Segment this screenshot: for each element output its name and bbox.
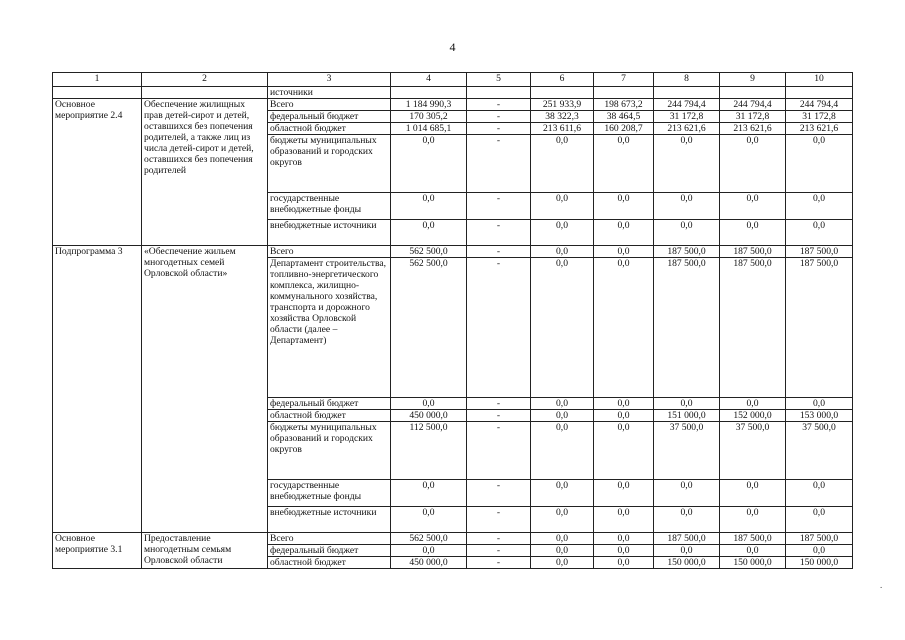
value-cell-v10: 244 794,4: [786, 99, 853, 111]
value-cell-v4: 112 500,0: [391, 422, 467, 480]
value-cell-v4: 562 500,0: [391, 258, 467, 398]
value-cell-v8: 213 621,6: [654, 123, 720, 135]
table-row: [53, 246, 853, 258]
value-cell-v7: 0,0: [594, 246, 654, 258]
value-cell-v10: 213 621,6: [786, 123, 853, 135]
value-cell-v8: 244 794,4: [654, 99, 720, 111]
value-cell-v10: 0,0: [786, 480, 853, 507]
value-cell-v9: 0,0: [720, 193, 786, 220]
value-cell-v6: 0,0: [531, 410, 594, 422]
source-cell: областной бюджет: [268, 557, 391, 569]
value-cell-v9: 0,0: [720, 135, 786, 193]
value-cell-v9: 0,0: [720, 480, 786, 507]
value-cell-v9: 150 000,0: [720, 557, 786, 569]
header-cell: 3: [268, 73, 391, 87]
value-cell-v8: 151 000,0: [654, 410, 720, 422]
value-cell-v4: 0,0: [391, 220, 467, 246]
table-row: [53, 87, 853, 99]
block-subprogram-3: [53, 246, 853, 533]
value-cell-v4: 1 184 990,3: [391, 99, 467, 111]
source-cell: федеральный бюджет: [268, 111, 391, 123]
measure-description: Предоставление многодетным семьям Орловской области: [142, 533, 268, 569]
value-cell-v7: 0,0: [594, 545, 654, 557]
value-cell-v9: 0,0: [720, 545, 786, 557]
header-cell: 5: [467, 73, 531, 87]
value-cell-v7: 0,0: [594, 135, 654, 193]
value-cell-v6: 0,0: [531, 533, 594, 545]
source-cell: областной бюджет: [268, 123, 391, 135]
value-cell-v7: 198 673,2: [594, 99, 654, 111]
value-cell-v10: 0,0: [786, 135, 853, 193]
value-cell-v10: 0,0: [786, 220, 853, 246]
value-cell-v9: 152 000,0: [720, 410, 786, 422]
value-cell-v5: -: [467, 246, 531, 258]
value-cell-v7: 0,0: [594, 410, 654, 422]
value-cell-v7: 0,0: [594, 557, 654, 569]
value-cell-v8: 187 500,0: [654, 258, 720, 398]
value-cell-v5: -: [467, 422, 531, 480]
value-cell-v9: 0,0: [720, 398, 786, 410]
value-cell-v6: 0,0: [531, 507, 594, 533]
header-cell: 6: [531, 73, 594, 87]
value-cell-v5: -: [467, 557, 531, 569]
value-cell-v5: -: [467, 123, 531, 135]
value-cell-v8: 0,0: [654, 220, 720, 246]
value-cell-v8: 187 500,0: [654, 533, 720, 545]
block-measure-2-4: [53, 99, 853, 246]
value-cell-v9: 187 500,0: [720, 533, 786, 545]
measure-description: Обеспечение жилищных прав детей-сирот и детей, оставшихся без попечения родителей, а также лиц из числа детей-сирот и детей, оставшихся без попечения родителей: [142, 99, 268, 246]
value-cell-v10: 0,0: [786, 398, 853, 410]
value-cell-v8: 150 000,0: [654, 557, 720, 569]
source-cell: Департамент строительства, топливно-энергетического комплекса, жилищно-коммунального хозяйства, транспорта и дорожного хозяйства Орловской области (далее – Департамент): [268, 258, 391, 398]
value-cell-v4: 0,0: [391, 135, 467, 193]
source-cell: внебюджетные источники: [268, 220, 391, 246]
value-cell-v4: 450 000,0: [391, 410, 467, 422]
value-cell-v4: 450 000,0: [391, 557, 467, 569]
value-cell-v6: 0,0: [531, 480, 594, 507]
value-cell-v6: 213 611,6: [531, 123, 594, 135]
measure-label: Подпрограмма 3: [53, 246, 142, 533]
source-cell: Всего: [268, 533, 391, 545]
value-cell-v4: 0,0: [391, 507, 467, 533]
value-cell-v8: 0,0: [654, 480, 720, 507]
source-cell: Всего: [268, 99, 391, 111]
value-cell-v6: 0,0: [531, 193, 594, 220]
value-cell-v7: 0,0: [594, 398, 654, 410]
header-cell: 4: [391, 73, 467, 87]
value-cell-v7: 160 208,7: [594, 123, 654, 135]
value-cell-v9: 0,0: [720, 220, 786, 246]
source-cell: Всего: [268, 246, 391, 258]
source-cell: федеральный бюджет: [268, 545, 391, 557]
value-cell-v10: 0,0: [786, 545, 853, 557]
value-cell-v6: 0,0: [531, 545, 594, 557]
value-cell-v9: 187 500,0: [720, 258, 786, 398]
value-cell-v9: 244 794,4: [720, 99, 786, 111]
header-cell: 10: [786, 73, 853, 87]
value-cell-v8: 31 172,8: [654, 111, 720, 123]
value-cell-v5: -: [467, 410, 531, 422]
header-cell: 8: [654, 73, 720, 87]
measure-description: «Обеспечение жильем многодетных семей Орловской области»: [142, 246, 268, 533]
value-cell-v5: -: [467, 545, 531, 557]
value-cell-v8: 0,0: [654, 135, 720, 193]
scan-mark: .: [880, 580, 883, 590]
value-cell-v7: 0,0: [594, 258, 654, 398]
page-number: 4: [449, 40, 456, 54]
value-cell-v5: -: [467, 258, 531, 398]
value-cell-v7: 0,0: [594, 220, 654, 246]
value-cell-v7: 0,0: [594, 193, 654, 220]
value-cell-v10: 187 500,0: [786, 246, 853, 258]
source-cell: государственные внебюджетные фонды: [268, 480, 391, 507]
value-cell-v6: 0,0: [531, 135, 594, 193]
value-cell-v8: 37 500,0: [654, 422, 720, 480]
source-cell: источники: [268, 87, 391, 99]
value-cell-v7: 0,0: [594, 507, 654, 533]
value-cell-v10: 187 500,0: [786, 533, 853, 545]
header-cell: 2: [142, 73, 268, 87]
value-cell-v4: 0,0: [391, 398, 467, 410]
value-cell-v9: 213 621,6: [720, 123, 786, 135]
value-cell-v7: 0,0: [594, 422, 654, 480]
value-cell-v9: 31 172,8: [720, 111, 786, 123]
measure-label: Основное мероприятие 2.4: [53, 99, 142, 246]
value-cell-v5: -: [467, 398, 531, 410]
value-cell-v4: 562 500,0: [391, 533, 467, 545]
value-cell-v6: 0,0: [531, 557, 594, 569]
value-cell-v8: 0,0: [654, 193, 720, 220]
header-cell: 9: [720, 73, 786, 87]
value-cell-v5: -: [467, 135, 531, 193]
value-cell-v4: 0,0: [391, 545, 467, 557]
value-cell-v4: 562 500,0: [391, 246, 467, 258]
value-cell-v7: 38 464,5: [594, 111, 654, 123]
header-cell: 7: [594, 73, 654, 87]
value-cell-v10: 153 000,0: [786, 410, 853, 422]
header-cell: 1: [53, 73, 142, 87]
value-cell-v4: 1 014 685,1: [391, 123, 467, 135]
value-cell-v8: 0,0: [654, 507, 720, 533]
value-cell-v9: 187 500,0: [720, 246, 786, 258]
value-cell-v6: 0,0: [531, 246, 594, 258]
value-cell-v5: -: [467, 480, 531, 507]
value-cell-v5: -: [467, 507, 531, 533]
source-cell: бюджеты муниципальных образований и городских округов: [268, 422, 391, 480]
value-cell-v10: 0,0: [786, 193, 853, 220]
value-cell-v6: 0,0: [531, 220, 594, 246]
block-measure-3-1: [53, 533, 853, 569]
value-cell-v4: 170 305,2: [391, 111, 467, 123]
source-cell: внебюджетные источники: [268, 507, 391, 533]
value-cell-v9: 0,0: [720, 507, 786, 533]
value-cell-v5: -: [467, 111, 531, 123]
value-cell-v5: -: [467, 220, 531, 246]
value-cell-v4: 0,0: [391, 480, 467, 507]
value-cell-v5: -: [467, 193, 531, 220]
value-cell-v6: 0,0: [531, 422, 594, 480]
value-cell-v9: 37 500,0: [720, 422, 786, 480]
value-cell-v10: 31 172,8: [786, 111, 853, 123]
value-cell-v5: -: [467, 533, 531, 545]
source-cell: федеральный бюджет: [268, 398, 391, 410]
value-cell-v8: 0,0: [654, 398, 720, 410]
source-cell: областной бюджет: [268, 410, 391, 422]
value-cell-v4: 0,0: [391, 193, 467, 220]
source-cell: государственные внебюджетные фонды: [268, 193, 391, 220]
table-row: [53, 533, 853, 545]
value-cell-v6: 0,0: [531, 258, 594, 398]
value-cell-v5: -: [467, 99, 531, 111]
value-cell-v6: 0,0: [531, 398, 594, 410]
header-row: [53, 73, 853, 87]
value-cell-v8: 187 500,0: [654, 246, 720, 258]
value-cell-v8: 0,0: [654, 545, 720, 557]
value-cell-v7: 0,0: [594, 533, 654, 545]
value-cell-v10: 150 000,0: [786, 557, 853, 569]
value-cell-v10: 187 500,0: [786, 258, 853, 398]
value-cell-v6: 251 933,9: [531, 99, 594, 111]
measure-label: Основное мероприятие 3.1: [53, 533, 142, 569]
value-cell-v10: 37 500,0: [786, 422, 853, 480]
value-cell-v10: 0,0: [786, 507, 853, 533]
source-cell: бюджеты муниципальных образований и городских округов: [268, 135, 391, 193]
budget-table: [52, 72, 853, 569]
table-row: [53, 99, 853, 111]
value-cell-v7: 0,0: [594, 480, 654, 507]
value-cell-v6: 38 322,3: [531, 111, 594, 123]
